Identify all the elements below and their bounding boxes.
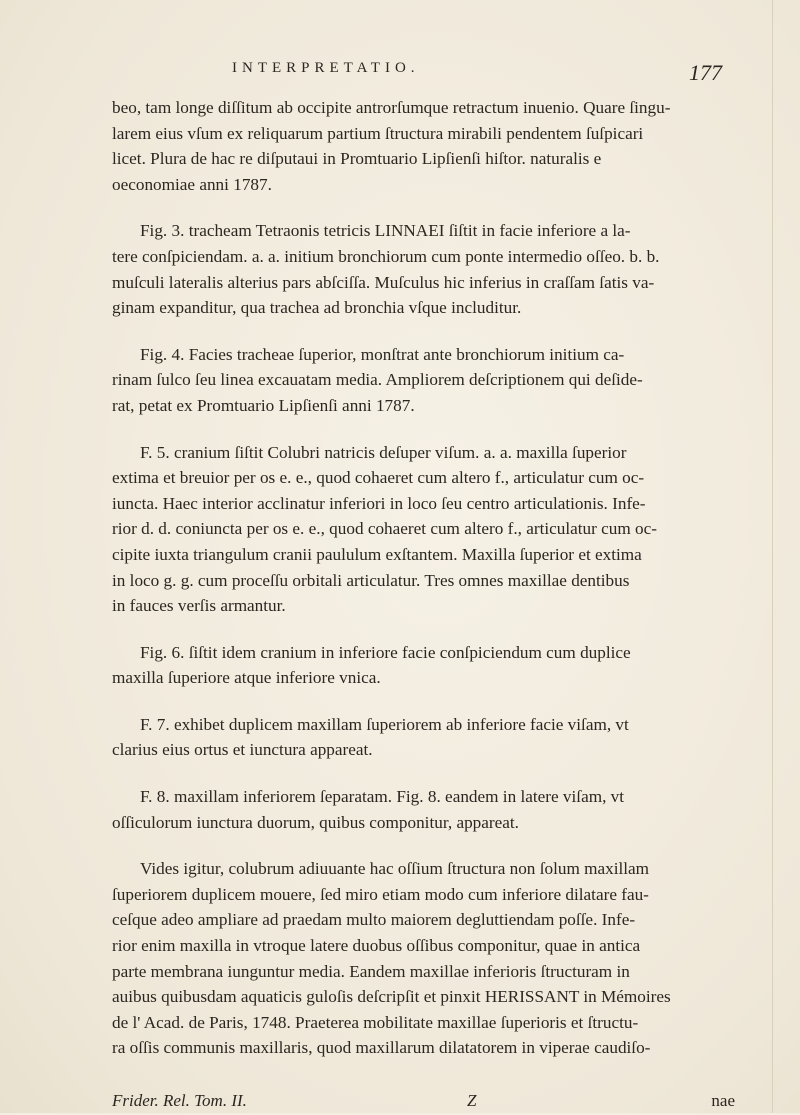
text-line: F. 5. cranium ſiſtit Colubri natricis deſuper viſum. a. a. maxilla ſuperior (140, 442, 627, 462)
text-line: beo, tam longe diſſitum ab occipite antrorſumque retractum inuenio. Quare ſingu- (112, 98, 671, 117)
text-line: ginam expanditur, qua trachea ad bronchia vſque includitur. (112, 298, 522, 318)
sheet-mark: Z (467, 1091, 477, 1110)
text-line: parte membrana iunguntur media. Eandem maxillae inferioris ſtructuram in (112, 961, 630, 981)
catchword: nae (711, 1091, 735, 1110)
text-line: F. 7. exhibet duplicem maxillam ſuperiorem ab inferiore facie viſam, vt (140, 714, 629, 734)
page-number: 177 (689, 60, 722, 85)
text-line: muſculi lateralis alterius pars abſciſſa. Muſculus hic inferius in craſſam ſatis va- (112, 272, 655, 292)
text-line: extima et breuior per os e. e., quod cohaeret cum altero f., articulatur cum oc- (112, 468, 645, 488)
text-line: larem eius vſum ex reliquarum partium ſtructura mirabili pendentem ſuſpicari (112, 123, 644, 143)
running-title: INTERPRETATIO. (232, 60, 420, 76)
text-line: in loco g. g. cum proceſſu orbitali articulatur. Tres omnes maxillae dentibus (112, 570, 630, 590)
paragraph-conclusion (112, 856, 800, 1061)
text-line: F. 8. maxillam inferiorem ſeparatam. Fig. 8. eandem in latere viſam, vt (140, 787, 625, 807)
text-line: iuncta. Haec interior acclinatur inferiori in loco ſeu centro articulationis. Infe- (112, 493, 646, 513)
text-line: clarius eius ortus et iunctura appareat. (112, 740, 373, 760)
paragraph-fig6 (112, 640, 800, 691)
paragraph-1 (112, 95, 800, 197)
text-line: in fauces verſis armantur. (112, 596, 286, 616)
text-line: rior enim maxilla in vtroque latere duobus oſſibus componitur, quae in antica (112, 936, 641, 956)
page-header (232, 60, 722, 90)
text-line: de l' Acad. de Paris, 1748. Praeterea mobilitate maxillae ſuperioris et ſtructu- (112, 1012, 639, 1032)
paragraph-fig7 (112, 712, 800, 763)
paragraph-fig4 (112, 342, 800, 419)
text-line: Fig. 3. tracheam Tetraonis tetricis LINNAEI ſiſtit in facie inferiore a la- (140, 221, 631, 241)
text-line: cipite iuxta triangulum cranii paululum exſtantem. Maxilla ſuperior et extima (112, 544, 642, 564)
page-footer (112, 1091, 735, 1115)
text-line: auibus quibusdam aquaticis guloſis deſcripſit et pinxit HERISSANT in Mémoires (112, 987, 671, 1007)
text-line: Fig. 6. ſiſtit idem cranium in inferiore facie conſpiciendum cum duplice (140, 642, 631, 662)
text-line: oeconomiae anni 1787. (112, 174, 272, 194)
text-line: maxilla ſuperiore atque inferiore vnica. (112, 668, 381, 688)
text-line: tere conſpiciendam. a. a. initium bronchiorum cum ponte intermedio oſſeo. b. b. (112, 246, 660, 266)
paragraph-fig3 (112, 218, 800, 320)
page-edge-line (772, 0, 773, 1113)
text-line: ceſque adeo ampliare ad praedam multo maiorem degluttiendam poſſe. Infe- (112, 910, 636, 930)
text-line: rior d. d. coniuncta per os e. e., quod cohaeret cum altero f., articulatur cum oc- (112, 519, 658, 539)
text-line: ra oſſis communis maxillaris, quod maxillarum dilatatorem in viperae caudiſo- (112, 1038, 651, 1058)
text-line: ſuperiorem duplicem mouere, ſed miro etiam modo cum inferiore dilatare fau- (112, 884, 649, 904)
text-line: Vides igitur, colubrum adiuuante hac oſſium ſtructura non ſolum maxillam (140, 859, 650, 879)
paragraph-fig8 (112, 784, 800, 835)
text-line: licet. Plura de hac re diſputaui in Promtuario Lipſienſi hiſtor. naturalis e (112, 149, 602, 169)
text-line: rat, petat ex Promtuario Lipſienſi anni 1787. (112, 395, 415, 415)
text-line: Fig. 4. Facies tracheae ſuperior, monſtrat ante bronchiorum initium ca- (140, 344, 625, 364)
text-line: rinam ſulco ſeu linea excauatam media. Ampliorem deſcriptionem qui deſide- (112, 370, 643, 390)
body-text (112, 95, 800, 1061)
text-line: oſſiculorum iunctura duorum, quibus componitur, appareat. (112, 812, 519, 832)
paragraph-fig5 (112, 440, 800, 619)
signature-mark: Frider. Rel. Tom. II. (112, 1091, 247, 1110)
